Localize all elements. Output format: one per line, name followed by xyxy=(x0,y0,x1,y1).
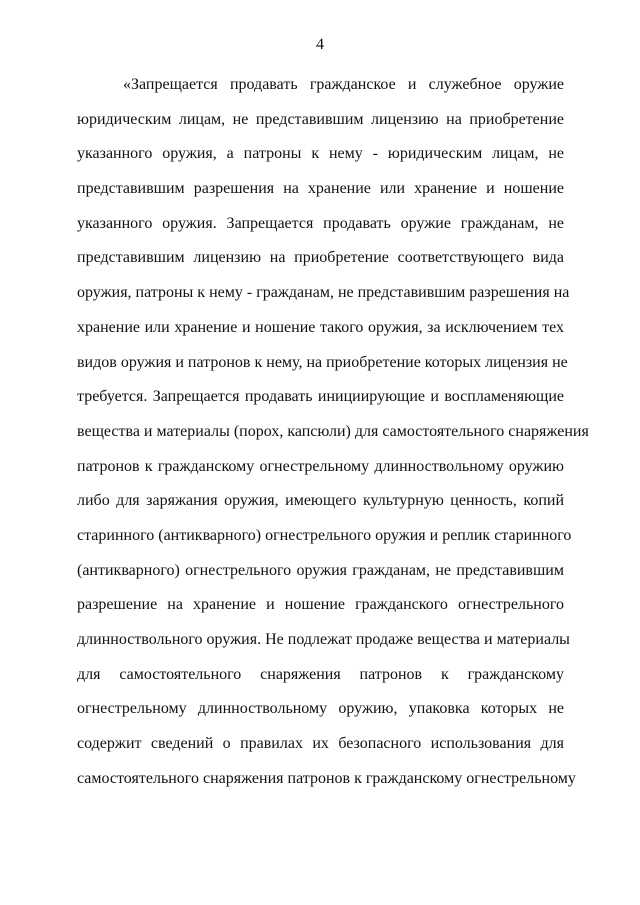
text-line: указанного оружия, а патроны к нему - юридическим лицам, не xyxy=(77,145,564,163)
text-line: патронов к гражданскому огнестрельному длинноствольному оружию xyxy=(77,457,564,475)
text-line: хранение или хранение и ношение такого оружия, за исключением тех xyxy=(77,318,564,336)
document-paragraph xyxy=(77,73,589,801)
text-line: видов оружия и патронов к нему, на приобретение которых лицензия не xyxy=(77,353,568,371)
text-line: разрешение на хранение и ношение гражданского огнестрельного xyxy=(77,596,564,614)
text-line: представившим разрешения на хранение или хранение и ношение xyxy=(77,180,564,198)
text-line: длинноствольного оружия. Не подлежат продаже вещества и материалы xyxy=(77,631,570,648)
text-line: требуется. Запрещается продавать инициирующие и воспламеняющие xyxy=(77,388,564,406)
text-line: «Запрещается продавать гражданское и служебное оружие xyxy=(123,76,564,93)
page-number: 4 xyxy=(316,36,324,53)
text-line: содержит сведений о правилах их безопасного использования для xyxy=(77,735,564,753)
text-line: для самостоятельного снаряжения патронов к гражданскому xyxy=(77,665,564,683)
text-line: самостоятельного снаряжения патронов к гражданскому огнестрельному xyxy=(77,769,576,787)
text-line: указанного оружия. Запрещается продавать оружие гражданам, не xyxy=(77,214,564,232)
text-line: вещества и материалы (порох, капсюли) для самостоятельного снаряжения xyxy=(77,422,589,440)
text-line: оружия, патроны к нему - гражданам, не представившим разрешения на xyxy=(77,284,570,302)
text-line: огнестрельному длинноствольному оружию, упаковка которых не xyxy=(77,700,564,718)
text-line: старинного (антикварного) огнестрельного оружия и реплик старинного xyxy=(77,526,572,544)
text-line: либо для заряжания оружия, имеющего культурную ценность, копий xyxy=(77,492,564,510)
text-line: представившим лицензию на приобретение соответствующего вида xyxy=(77,249,564,267)
text-line: юридическим лицам, не представившим лицензию на приобретение xyxy=(77,110,564,128)
text-line: (антикварного) огнестрельного оружия гражданам, не представившим xyxy=(77,561,564,579)
